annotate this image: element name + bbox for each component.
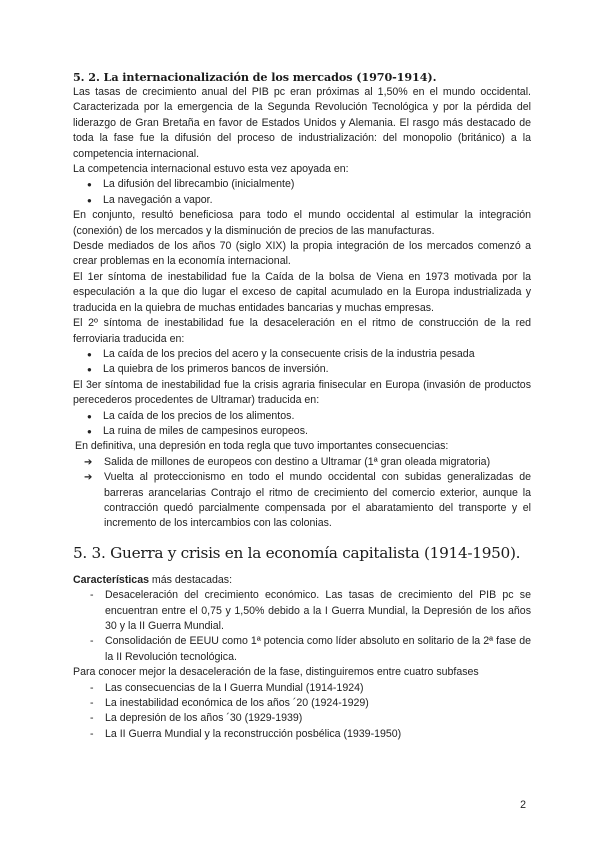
paragraph: Para conocer mejor la desaceleración de la fase, distinguiremos entre cuatro subfases [73,666,479,679]
section-heading-internacionalizacion: 5. 2. La internacionalización de los mercados (1970-1914). [73,70,437,84]
list-item: - Consolidación de EEUU como 1ª potencia como líder absoluto en solitario de la 2ª fase de la II Revolución tecnológica. [73,634,531,665]
list-item: - La inestabilidad económica de los años ´20 (1924-1929) [73,696,531,711]
bullet-list [73,177,531,208]
paragraph: La competencia internacional estuvo esta vez apoyada en: [73,163,349,176]
bullet-list [73,347,531,378]
paragraph: El 3er síntoma de inestabilidad fue la crisis agraria finisecular en Europa (invasión de productos perecederos procedentes de Ultramar) traducida en: [73,378,531,407]
paragraph: En definitiva, una depresión en toda regla que tuvo importantes consecuencias: [75,440,449,453]
list-item: - La depresión de los años ´30 (1929-1939) [73,711,531,726]
list-item: - Las consecuencias de la I Guerra Mundial (1914-1924) [73,681,531,696]
paragraph: El 2º síntoma de inestabilidad fue la desaceleración en el ritmo de construcción de la red ferroviaria traducida en: [73,317,531,345]
list-item: - La II Guerra Mundial y la reconstrucción posbélica (1939-1950) [73,727,531,742]
section-heading-guerra-y-crisis: 5. 3. Guerra y crisis en la economía capitalista (1914-1950). [73,543,521,562]
spacer [73,532,531,544]
paragraph: En conjunto, resultó beneficiosa para todo el mundo occidental al estimular la integración (conexión) de los mercados y la disminución de precios de las manufacturas. [73,209,531,237]
arrow-list [73,455,531,532]
dash-list [73,588,531,665]
list-item: - Desaceleración del crecimiento económico. Las tasas de crecimiento del PIB pc se encuentran entre el 0,75 y 1,50% debido a la I Guerra Mundial, la Depresión de los años 30 y la II Guerra Mundial. [73,588,531,634]
list-item: ● La difusión del librecambio (inicialmente) [73,177,531,192]
bullet-list [73,409,531,440]
list-item: ➔ Salida de millones de europeos con destino a Ultramar (1ª gran oleada migratoria) [73,455,531,470]
characteristics-keyword: Características [73,573,149,586]
paragraph: Las tasas de crecimiento anual del PIB pc eran próximas al 1,50% en el mundo occidental. Caracterizada por la emergencia de la Segunda Revolución Tecnológica y por la pérdida del liderazgo de Gran Bretaña en favor de Estados Unidos y Alemania. El rasgo más destacado de toda la fase fue la difusión del proceso de industrialización: del monopolio (británico) a la competencia internacional. [73,86,531,160]
list-item: ● La ruina de miles de campesinos europeos. [73,424,531,439]
document-page [73,70,531,742]
list-item: ➔ Vuelta al proteccionismo en todo el mundo occidental con subidas generalizadas de barreras arancelarias Contrajo el ritmo de crecimiento del comercio exterior, aunque la contracción quedó parcialmente compensada por el abaratamiento del transporte y el incremento de los intercambios con las colonias. [73,470,531,532]
list-item: ● La caída de los precios del acero y la consecuente crisis de la industria pesada [73,347,531,362]
dash-list [73,681,531,743]
characteristics-rest: más destacadas: [148,573,233,586]
spacer [73,563,531,573]
page-number: 2 [520,799,526,811]
list-item: ● La caída de los precios de los alimentos. [73,409,531,424]
paragraph: El 1er síntoma de inestabilidad fue la Caída de la bolsa de Viena en 1973 motivada por la especulación a la que dio lugar el exceso de capital acumulado en la Europa industrializada y traducida en la quiebra de muchas entidades bancarias y muchas empresas. [73,270,531,314]
list-item: ● La navegación a vapor. [73,193,531,208]
paragraph: Desde mediados de los años 70 (siglo XIX) la propia integración de los mercados comenzó a crear problemas en la economía internacional. [73,240,531,268]
characteristics-intro [73,573,531,588]
list-item: ● La quiebra de los primeros bancos de inversión. [73,362,531,377]
